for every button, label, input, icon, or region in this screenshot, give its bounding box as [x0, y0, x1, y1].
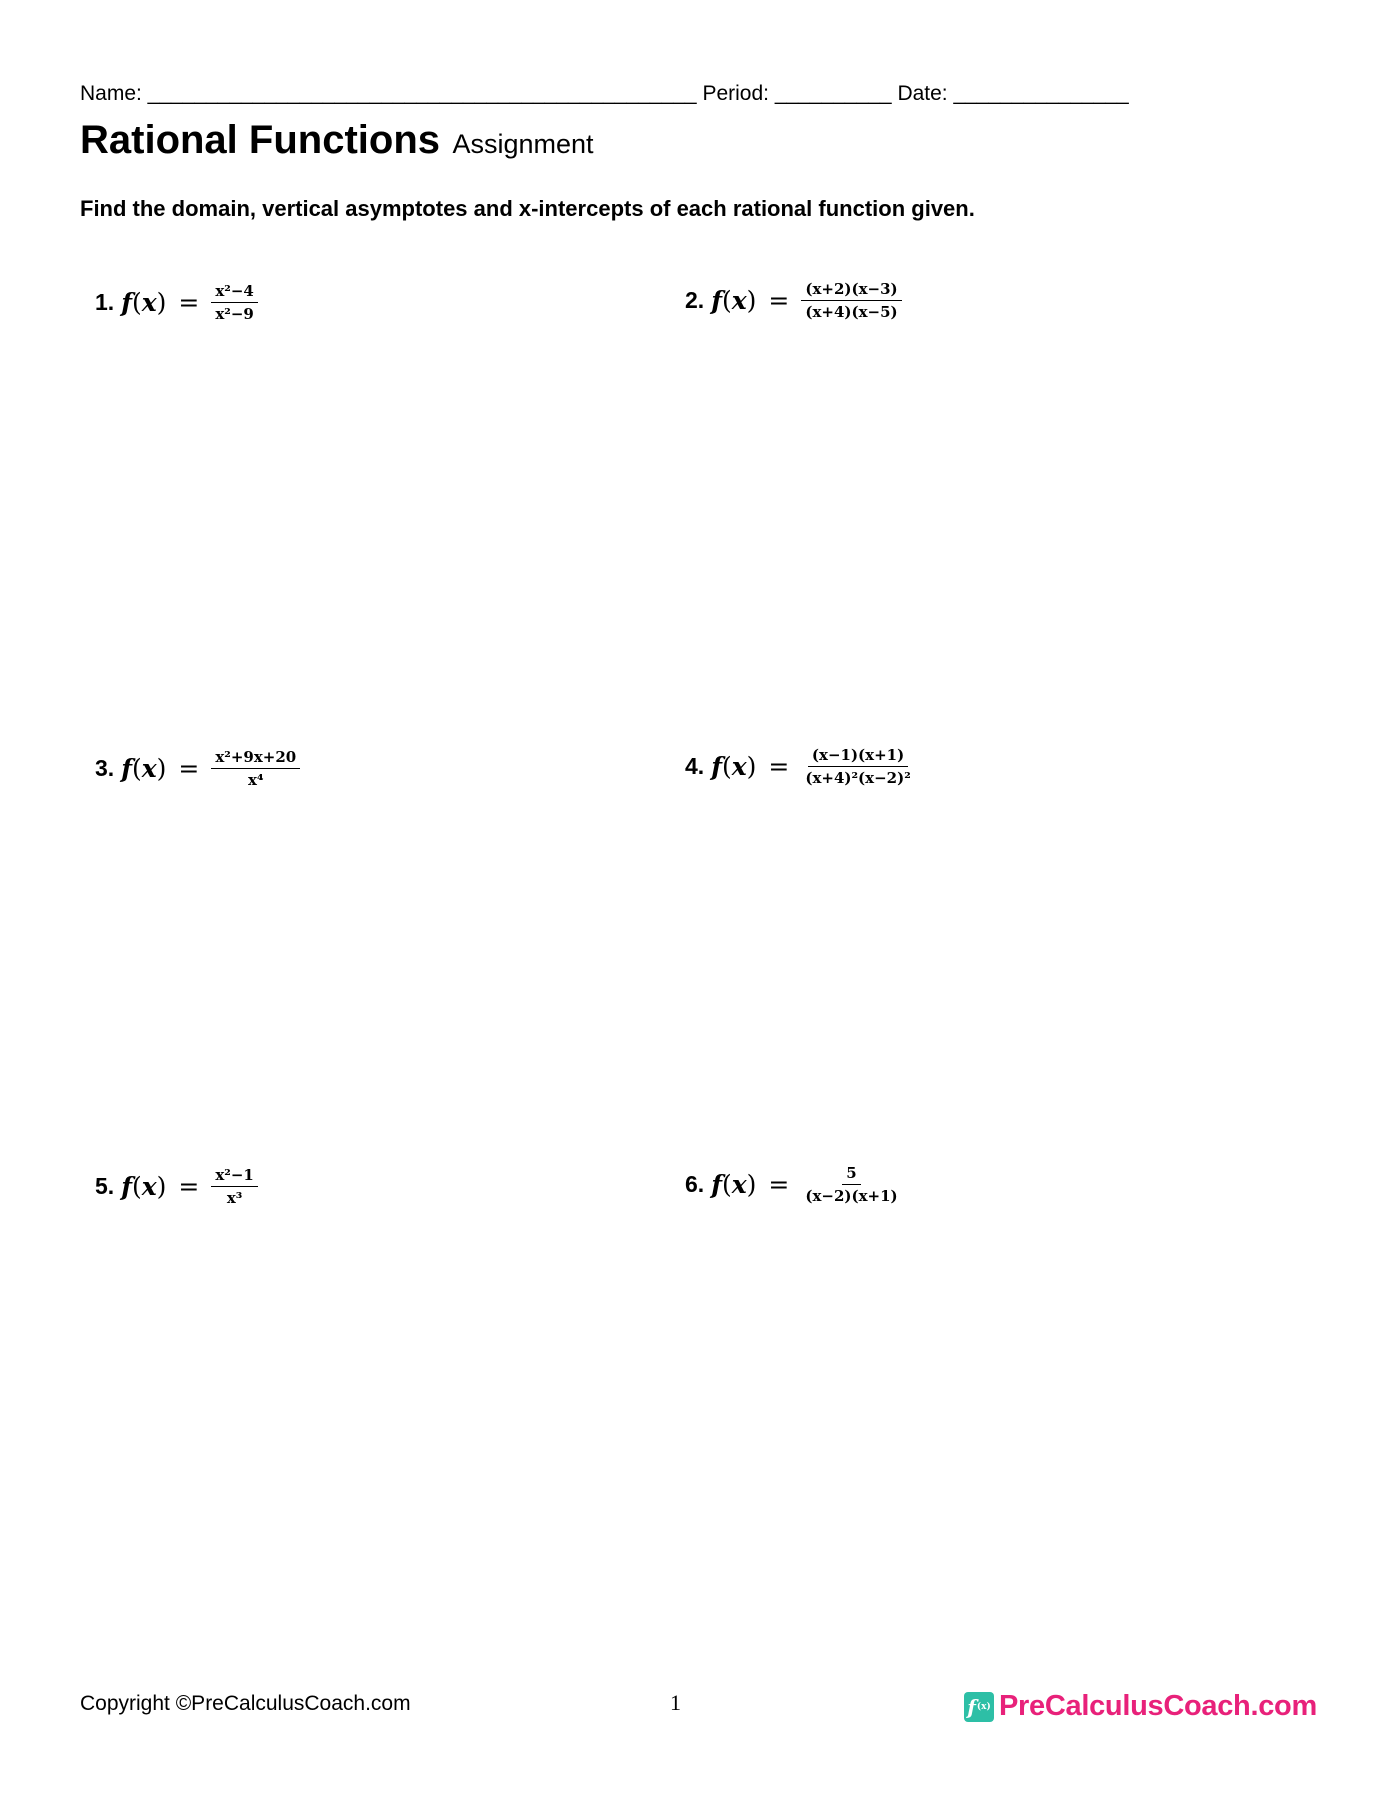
problem-number: 1. [95, 289, 115, 315]
numerator: 5 [842, 1164, 860, 1185]
numerator: x²+9x+20 [211, 748, 300, 769]
equals-sign: = [768, 286, 790, 315]
problem-number: 6. [685, 1171, 705, 1197]
problem-number: 3. [95, 755, 115, 781]
denominator: (x+4)²(x−2)² [805, 769, 911, 787]
denominator: x²−9 [215, 305, 254, 323]
numerator: x²−1 [211, 1166, 258, 1187]
numerator: (x−1)(x+1) [808, 746, 908, 767]
function-label: f(x) [121, 1172, 167, 1201]
header-fields-line: Name: _______________________________________________ Period: __________ Date: _______________ [80, 82, 1129, 105]
fraction [801, 1164, 901, 1205]
function-label: f(x) [711, 752, 757, 781]
fraction [211, 282, 258, 323]
problem-4 [685, 746, 915, 787]
problem-5 [95, 1166, 258, 1207]
problem-6 [685, 1164, 902, 1205]
denominator: x⁴ [248, 771, 264, 789]
problem-2 [685, 280, 902, 321]
function-label: f(x) [121, 754, 167, 783]
brand-logo [964, 1690, 1317, 1723]
fraction [211, 1166, 258, 1207]
problem-number: 2. [685, 287, 705, 313]
problem-number: 5. [95, 1173, 115, 1199]
equals-sign: = [178, 288, 200, 317]
page-title [80, 118, 594, 163]
function-icon: f (x) [964, 1692, 994, 1722]
title-sub: Assignment [452, 129, 594, 159]
fraction [211, 748, 300, 789]
denominator: x³ [226, 1189, 243, 1207]
denominator: (x−2)(x+1) [805, 1187, 898, 1205]
equals-sign: = [178, 754, 200, 783]
logo-text: PreCalculusCoach.com [999, 1690, 1317, 1722]
problem-number: 4. [685, 753, 705, 779]
problem-3 [95, 748, 300, 789]
fraction [801, 746, 914, 787]
instructions: Find the domain, vertical asymptotes and x-intercepts of each rational function given. [80, 196, 975, 221]
numerator: x²−4 [211, 282, 258, 303]
equals-sign: = [768, 752, 790, 781]
problem-1 [95, 282, 258, 323]
copyright-text: Copyright ©PreCalculusCoach.com [80, 1692, 411, 1715]
page-number: 1 [670, 1690, 681, 1715]
numerator: (x+2)(x−3) [801, 280, 901, 301]
function-label: f(x) [711, 1170, 757, 1199]
equals-sign: = [768, 1170, 790, 1199]
title-main: Rational Functions [80, 118, 440, 162]
function-label: f(x) [121, 288, 167, 317]
fraction [801, 280, 901, 321]
function-label: f(x) [711, 286, 757, 315]
equals-sign: = [178, 1172, 200, 1201]
denominator: (x+4)(x−5) [805, 303, 898, 321]
